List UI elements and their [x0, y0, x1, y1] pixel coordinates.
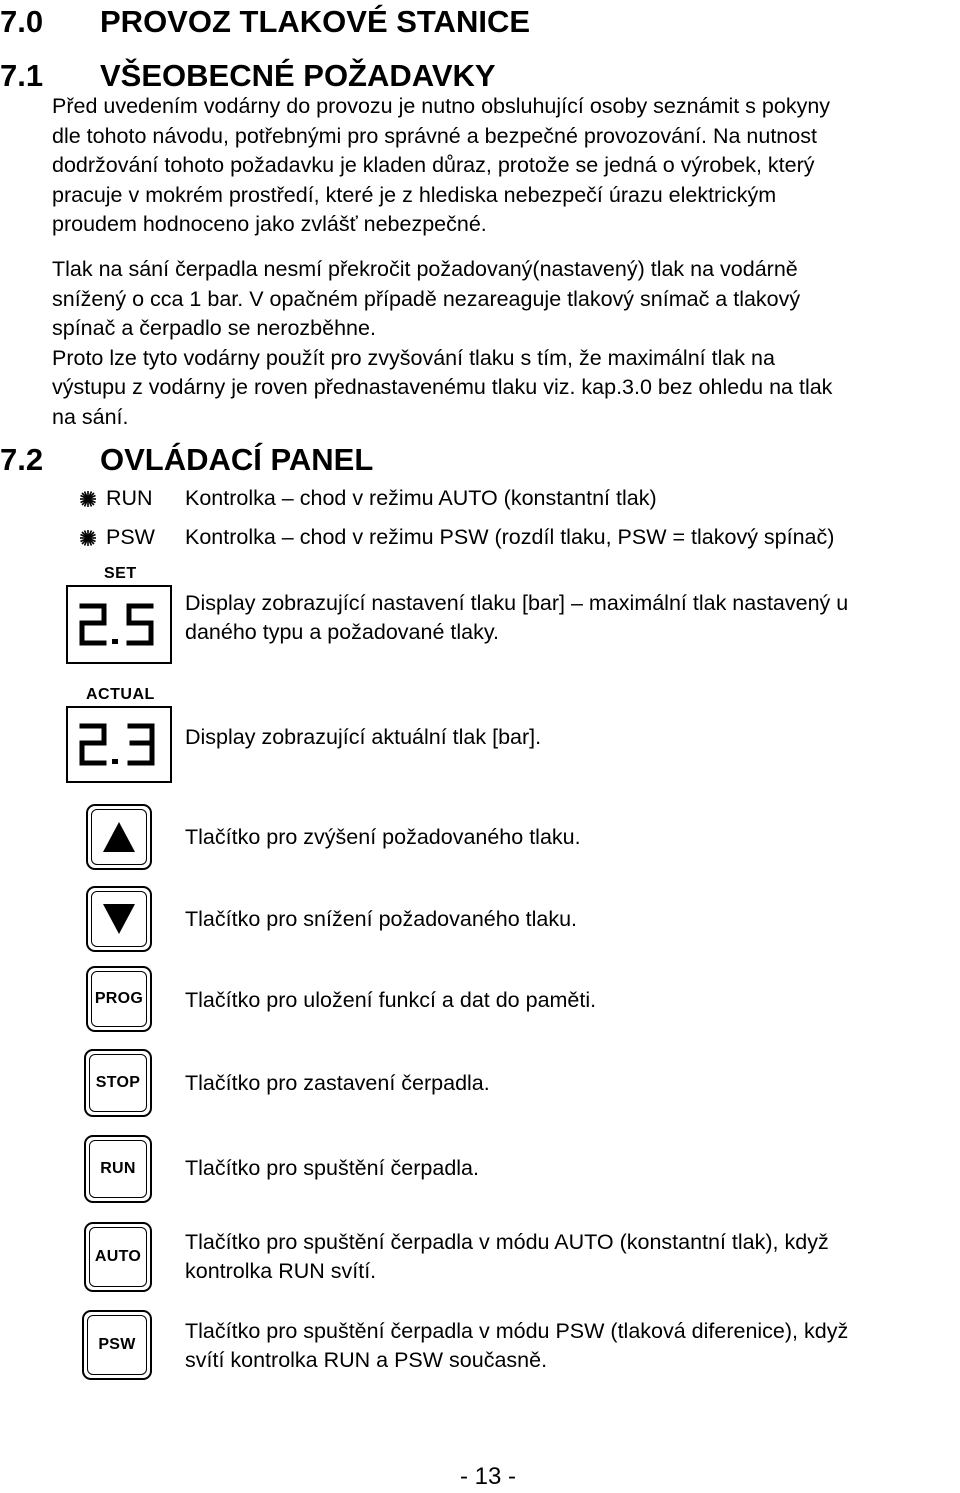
indicator-run	[80, 484, 950, 514]
paragraph-line: Před uvedením vodárny do provozu je nutno obsluhující osoby seznámit s pokyny	[52, 94, 831, 118]
description-line: kontrolka RUN svítí.	[185, 1259, 377, 1283]
set-display-description	[185, 589, 848, 647]
section-title: OVLÁDACÍ PANEL	[100, 442, 374, 477]
general-paragraph-1	[52, 92, 830, 240]
psw-button[interactable]	[82, 1310, 152, 1380]
run-button[interactable]	[84, 1135, 152, 1203]
description-line: Tlačítko pro spuštění čerpadla.	[185, 1156, 479, 1180]
paragraph-line: dle tohoto návodu, potřebnými pro správné a bezpečné provozování. Na nutnost	[52, 123, 817, 148]
auto-button[interactable]	[84, 1222, 152, 1292]
description-line: Tlačítko pro uložení funkcí a dat do paměti.	[185, 988, 597, 1012]
section-heading-7-0	[0, 4, 960, 40]
stop-button-label: STOP	[95, 1074, 141, 1091]
page-number: - 13 -	[460, 1463, 517, 1490]
indicator-psw	[80, 523, 950, 553]
section-title: VŠEOBECNÉ POŽADAVKY	[100, 58, 496, 93]
paragraph-line: výstupu z vodárny je roven přednastavenému tlaku viz. kap.3.0 bez ohledu na tlak	[52, 375, 833, 399]
up-button[interactable]	[86, 804, 152, 870]
triangle-down-icon	[101, 902, 137, 936]
description-line: svítí kontrolka RUN a PSW současně.	[185, 1348, 548, 1372]
psw-button-label: PSW	[98, 1336, 136, 1353]
indicator-light-icon	[80, 491, 96, 507]
indicator-label: PSW	[106, 525, 155, 549]
prog-button[interactable]	[86, 966, 152, 1032]
auto-button-label: AUTO	[94, 1248, 142, 1265]
description-line: Tlačítko pro spuštění čerpadla v módu PSW (tlaková diferenice), když	[185, 1319, 849, 1343]
description-line: Display zobrazující nastavení tlaku [bar] – maximální tlak nastavený u	[185, 591, 849, 615]
down-button-description	[185, 905, 577, 934]
indicator-description: Kontrolka – chod v režimu PSW (rozdíl tlaku, PSW = tlakový spínač)	[185, 525, 835, 549]
section-heading-7-1	[0, 58, 960, 94]
actual-display	[66, 706, 172, 783]
indicator-label: RUN	[106, 486, 153, 510]
auto-button-description	[185, 1228, 829, 1286]
description-line: Tlačítko pro spuštění čerpadla v módu AUTO (konstantní tlak), když	[185, 1230, 829, 1254]
run-button-label: RUN	[100, 1160, 136, 1177]
set-display-caption: SET	[104, 565, 137, 582]
paragraph-line: Proto lze tyto vodárny použít pro zvyšování tlaku s tím, že maximální tlak na	[52, 345, 775, 370]
description-line: Display zobrazující aktuální tlak [bar].	[185, 725, 542, 749]
description-line: Tlačítko pro zvýšení požadovaného tlaku.	[185, 825, 581, 849]
description-line: daného typu a požadované tlaky.	[185, 620, 499, 644]
section-heading-7-2	[0, 442, 960, 478]
seven-segment-digits	[68, 587, 170, 662]
paragraph-line: pracuje v mokrém prostředí, které je z hlediska nebezpečí úrazu elektrickým	[52, 182, 777, 207]
paragraph-line: snížený o cca 1 bar. V opačném případě nezareaguje tlakový snímač a tlakový	[52, 286, 801, 311]
prog-button-description	[185, 986, 596, 1015]
psw-button-description	[185, 1317, 848, 1375]
paragraph-line: proudem hodnoceno jako zvlášť nebezpečné.	[52, 212, 487, 236]
indicator-light-icon	[80, 530, 96, 546]
actual-display-caption: ACTUAL	[86, 686, 155, 703]
section-title: PROVOZ TLAKOVÉ STANICE	[100, 4, 531, 39]
indicator-description: Kontrolka – chod v režimu AUTO (konstantní tlak)	[185, 486, 657, 510]
triangle-up-icon	[101, 820, 137, 854]
seven-segment-digits	[68, 708, 170, 781]
description-line: Tlačítko pro snížení požadovaného tlaku.	[185, 907, 578, 931]
down-button[interactable]	[86, 886, 152, 952]
description-line: Tlačítko pro zastavení čerpadla.	[185, 1071, 490, 1095]
stop-button[interactable]	[84, 1049, 152, 1117]
general-paragraph-2	[52, 255, 832, 432]
paragraph-line: spínač a čerpadlo se nerozběhne.	[52, 316, 376, 340]
section-number: 7.1	[0, 58, 44, 93]
up-button-description	[185, 823, 581, 852]
set-display	[66, 585, 172, 664]
stop-button-description	[185, 1069, 490, 1098]
run-button-description	[185, 1154, 479, 1183]
section-number: 7.0	[0, 4, 44, 39]
paragraph-line: dodržování tohoto požadavku je kladen důraz, protože se jedná o výrobek, který	[52, 153, 815, 177]
paragraph-line: Tlak na sání čerpadla nesmí překročit požadovaný(nastavený) tlak na vodárně	[52, 257, 798, 281]
section-number: 7.2	[0, 442, 44, 477]
actual-display-description	[185, 723, 541, 752]
paragraph-line: na sání.	[52, 404, 129, 429]
prog-button-label: PROG	[94, 990, 144, 1007]
